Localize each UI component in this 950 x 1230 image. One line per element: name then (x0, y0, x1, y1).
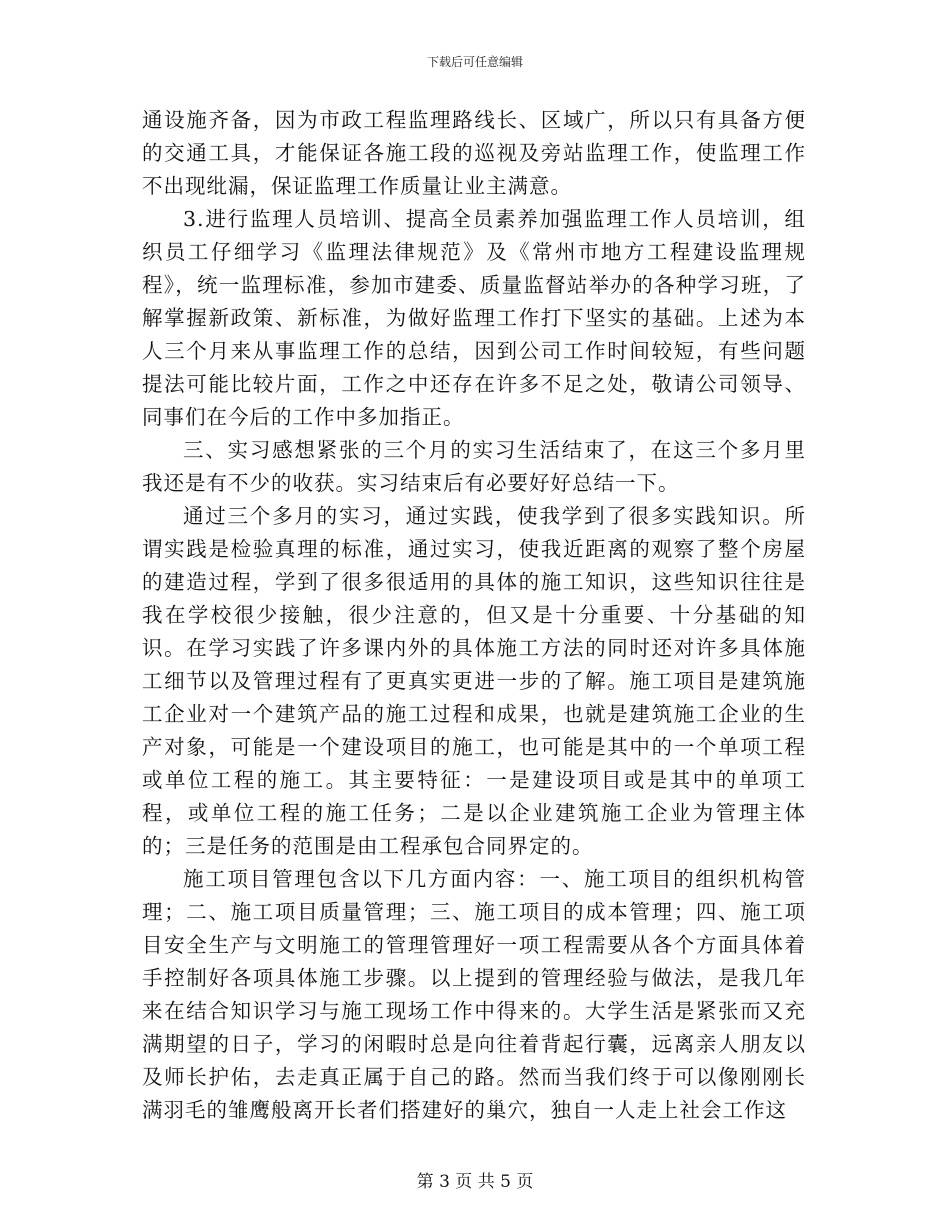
paragraph-5: 施工项目管理包含以下几方面内容：一、施工项目的组织机构管理；二、施工项目质量管理；三、施工项目的成本管理；四、施工项目安全生产与文明施工的管理管理好一项工程需要从各个方面具体着手控制好各项具体施工步骤。以上提到的管理经验与做法，是我几年来在结合知识学习与施工现场工作中得来的。大学生活是紧张而又充满期望的日子，学习的闲暇时总是向往着背起行囊，远离亲人朋友以及师长护佑，去走真正属于自己的路。然而当我们终于可以像刚刚长满羽毛的雏鹰般离开长者们搭建好的巢穴，独自一人走上社会工作这 (142, 867, 806, 1122)
paragraph-2: 3.进行监理人员培训、提高全员素养加强监理工作人员培训，组织员工仔细学习《监理法律规范》及《常州市地方工程建设监理规程》，统一监理标准，参加市建委、质量监督站举办的各种学习班，了解掌握新政策、新标准，为做好监理工作打下坚实的基础。上述为本人三个月来从事监理工作的总结，因到公司工作时间较短，有些问题提法可能比较片面，工作之中还存在许多不足之处，敬请公司领导、同事们在今后的工作中多加指正。 (142, 207, 806, 429)
paragraph-1: 通设施齐备，因为市政工程监理路线长、区域广，所以只有具备方便的交通工具，才能保证各施工段的巡视及旁站监理工作，使监理工作不出现纰漏，保证监理工作质量让业主满意。 (142, 108, 806, 198)
document-body (142, 104, 806, 1127)
paragraph-4: 通过三个多月的实习，通过实践，使我学到了很多实践知识。所谓实践是检验真理的标准，通过实习，使我近距离的观察了整个房屋的建造过程，学到了很多很适用的具体的施工知识，这些知识往往是我在学校很少接触，很少注意的，但又是十分重要、十分基础的知识。在学习实践了许多课内外的具体施工方法的同时还对许多具体施工细节以及管理过程有了更真实更进一步的了解。施工项目是建筑施工企业对一个建筑产品的施工过程和成果，也就是建筑施工企业的生产对象，可能是一个建设项目的施工，也可能是其中的一个单项工程或单位工程的施工。其主要特征：一是建设项目或是其中的单项工程，或单位工程的施工任务；二是以企业建筑施工企业为管理主体的；三是任务的范围是由工程承包合同界定的。 (142, 504, 806, 858)
page-number-label: 第 3 页 共 5 页 (416, 1172, 534, 1192)
page-footer (0, 1172, 950, 1192)
header-note: 下载后可任意编辑 (426, 55, 523, 69)
paragraph-3: 三、实习感想紧张的三个月的实习生活结束了，在这三个多月里我还是有不少的收获。实习结束后有必要好好总结一下。 (142, 438, 806, 495)
